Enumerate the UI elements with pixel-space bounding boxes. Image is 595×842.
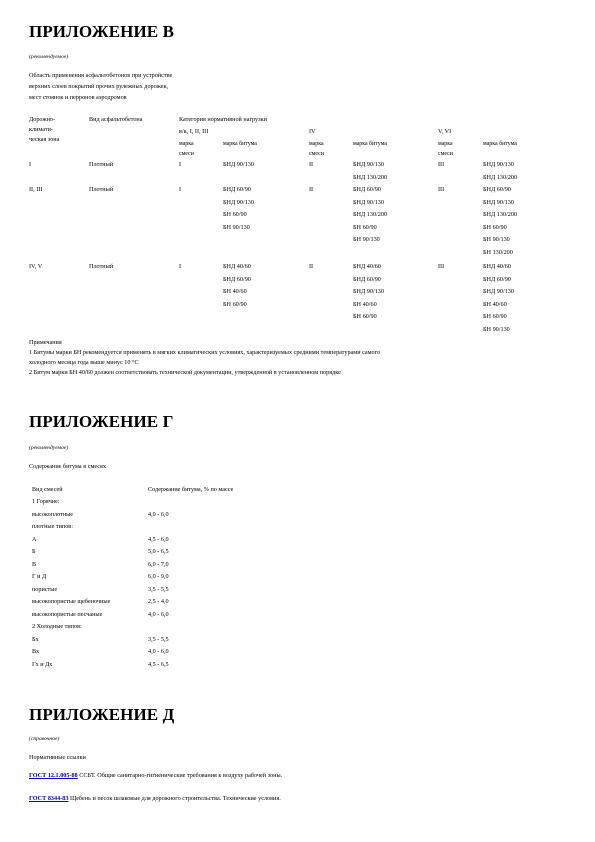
cell-mix-type: 2 Холодные типов: [32, 623, 82, 630]
appendix-v-description-line: верхних слоев покрытий прочих рулежных дорожек, [29, 83, 169, 90]
appendix-v-description-line: мест стоянок и перронов аэродромов [29, 94, 127, 101]
header-mix-grade: смеси [309, 151, 324, 157]
cell-mix-type: Бх [32, 635, 39, 643]
cell-bitumen-grade: БНД 60/90 [223, 275, 251, 283]
cell-bitumen-grade: БНД 90/130 [223, 198, 254, 206]
cell-bitumen-grade: БН 40/60 [353, 300, 377, 308]
cell-bitumen-content: 4,5 - 6,0 [148, 535, 169, 543]
appendix-v-note: (рекомендуемое) [29, 54, 69, 60]
cell-bitumen-grade: БН 90/130 [483, 236, 510, 243]
cell-mix-type: пористые [32, 585, 58, 593]
cell-zone: II, III [29, 186, 43, 193]
cell-bitumen-grade: БН 60/90 [483, 313, 507, 320]
header-load-category: Категория нормативной нагрузки [179, 116, 267, 123]
appendix-d-title: ПРИЛОЖЕНИЕ Д [29, 705, 175, 724]
cell-mix-grade: II [309, 186, 314, 193]
cell-bitumen-content: 4,0 - 6,0 [148, 648, 169, 655]
cell-bitumen-grade: БНД 60/90 [483, 275, 511, 283]
header-group-1: в/к, I, II, III [179, 128, 209, 135]
cell-bitumen-grade: БН 40/60 [223, 288, 247, 295]
cell-bitumen-grade: БНД 90/130 [353, 198, 384, 206]
header-group-3: V, VI [438, 128, 452, 135]
header-mix-grade: смеси [438, 151, 453, 157]
cell-mix-type: высокопористые щебеночные [32, 598, 111, 605]
cell-bitumen-grade: БН 90/130 [223, 223, 250, 231]
cell-bitumen-grade: БНД 130/200 [483, 211, 518, 218]
cell-bitumen-grade: БН 60/90 [353, 223, 377, 231]
header-bitumen-grade: марка битума [223, 141, 257, 147]
cell-bitumen-grade: БН 60/90 [223, 300, 247, 308]
header-mix-grade: смеси [179, 151, 194, 157]
cell-mix-type: Вх [32, 648, 40, 655]
header-mix-grade: марка [179, 141, 194, 147]
cell-mix-grade: I [179, 186, 182, 193]
cell-bitumen-grade: БНД 60/90 [483, 186, 511, 193]
header-group-2: IV [309, 128, 316, 135]
reference-link[interactable]: ГОСТ 8344-83 [29, 795, 69, 802]
header-zone: климати- [29, 126, 53, 133]
cell-mix-type: высокоплотные [32, 510, 74, 518]
cell-bitumen-grade: БНД 60/90 [353, 275, 381, 283]
cell-bitumen-grade: БН 90/130 [353, 236, 380, 243]
cell-bitumen-grade: БНД 90/130 [483, 161, 514, 168]
cell-bitumen-grade: БНД 40/60 [353, 263, 381, 270]
header-zone: ческая зона [29, 136, 60, 143]
cell-bitumen-grade: БНД 40/60 [483, 263, 511, 270]
cell-bitumen-grade: БНД 90/130 [353, 161, 384, 168]
normative-reference [29, 795, 281, 803]
cell-mix-type: Гх и Дх [32, 660, 53, 668]
cell-mix-type: А [32, 535, 37, 543]
cell-mix-grade: III [438, 186, 445, 193]
cell-mix-grade: II [309, 161, 314, 168]
cell-bitumen-grade: БНД 90/130 [353, 288, 384, 295]
appendix-d-note: (справочное) [29, 736, 60, 742]
cell-bitumen-grade: БН 130/200 [483, 248, 513, 256]
appendix-v-note-line: 1 Битумы марки БН рекомендуется применять в мягких климатических условиях, характеризуемых средними температурами самого [29, 349, 381, 356]
cell-mix-type: плотные типов: [32, 523, 73, 530]
cell-bitumen-grade: БНД 130/200 [353, 173, 388, 181]
cell-bitumen-content: 4,0 - 6,0 [148, 510, 169, 518]
cell-mix-type: Г и Д [32, 573, 47, 580]
cell-bitumen-grade: БНД 130/200 [353, 211, 388, 218]
cell-mix-type: высокопористые песчаные [32, 610, 103, 618]
cell-mix-type: В [32, 560, 37, 568]
appendix-g-title: ПРИЛОЖЕНИЕ Г [29, 412, 174, 431]
header-bitumen-content: Содержание битума, % по массе [148, 486, 234, 493]
header-zone: Дорожно- [29, 116, 56, 123]
normative-reference [29, 772, 282, 780]
cell-mix-type: Б [32, 548, 36, 555]
cell-mix-grade: II [309, 263, 314, 270]
appendix-v-title: ПРИЛОЖЕНИЕ В [29, 22, 175, 41]
header-mix-grade: марка [438, 141, 453, 147]
header-mix-grade: марка [309, 141, 324, 147]
cell-bitumen-grade: БН 60/90 [353, 313, 377, 320]
cell-mix-grade: III [438, 161, 445, 168]
header-asphalt-type: Вид асфальтобетона [89, 116, 143, 123]
cell-bitumen-content: 4,5 - 6,5 [148, 660, 169, 668]
cell-asphalt-type: Плотный [89, 186, 114, 193]
cell-bitumen-content: 4,0 - 6,0 [148, 610, 169, 618]
cell-zone: IV, V [29, 263, 43, 270]
cell-mix-type: 1 Горячие: [32, 498, 60, 505]
cell-bitumen-grade: БНД 90/130 [223, 161, 254, 168]
cell-bitumen-grade: БН 40/60 [483, 300, 507, 308]
cell-bitumen-grade: БН 90/130 [483, 325, 510, 333]
cell-mix-grade: I [179, 263, 182, 270]
cell-bitumen-grade: БНД 90/130 [483, 288, 514, 295]
cell-bitumen-grade: БНД 60/90 [223, 186, 251, 193]
cell-bitumen-grade: БНД 40/60 [223, 263, 251, 270]
cell-bitumen-content: 5,0 - 6,5 [148, 548, 169, 555]
appendix-d-description: Нормативные ссылки [29, 754, 86, 761]
cell-bitumen-grade: БНД 130/200 [483, 173, 518, 181]
cell-bitumen-content: 2,5 - 4,0 [148, 598, 169, 605]
cell-asphalt-type: Плотный [89, 263, 114, 270]
cell-bitumen-content: 3,5 - 5,5 [148, 585, 169, 593]
cell-bitumen-content: 6,0 - 9,0 [148, 573, 169, 580]
appendix-v-notes-heading: Примечания [29, 339, 62, 346]
appendix-g-note: (рекомендуемое) [29, 445, 69, 451]
appendix-v-note-line: холодного месяца года выше минус 10 °С [29, 359, 139, 366]
reference-text: ССБТ. Общие санитарно-гигиенические требования к воздуху рабочей зоны. [77, 772, 283, 779]
header-mix-type: Вид смесей [32, 486, 63, 493]
cell-bitumen-content: 3,5 - 5,5 [148, 635, 169, 643]
cell-mix-grade: I [179, 161, 182, 168]
cell-bitumen-content: 6,0 - 7,0 [148, 560, 169, 568]
header-bitumen-grade: марка битума [353, 141, 387, 147]
cell-mix-grade: III [438, 263, 445, 270]
cell-bitumen-grade: БНД 60/90 [353, 186, 381, 193]
cell-zone: I [29, 161, 32, 168]
cell-bitumen-grade: БНД 90/130 [483, 198, 514, 206]
reference-text: Щебень и песок шлаковые для дорожного строительства. Технические условия. [68, 795, 281, 802]
appendix-v-note-line: 2 Битум марки БН 40/60 должен соответствовать технической документации, утвержденной в установленном порядке [29, 369, 341, 376]
header-bitumen-grade: марка битума [483, 141, 517, 147]
reference-link[interactable]: ГОСТ 12.1.005-88 [29, 772, 78, 779]
appendix-v-description-line: Область применения асфальтобетонов при устройстве [29, 72, 173, 79]
cell-bitumen-grade: БН 60/90 [223, 211, 247, 218]
cell-asphalt-type: Плотный [89, 161, 114, 168]
appendix-g-description: Содержание битума в смесях [29, 463, 106, 470]
cell-bitumen-grade: БН 60/90 [483, 223, 507, 231]
